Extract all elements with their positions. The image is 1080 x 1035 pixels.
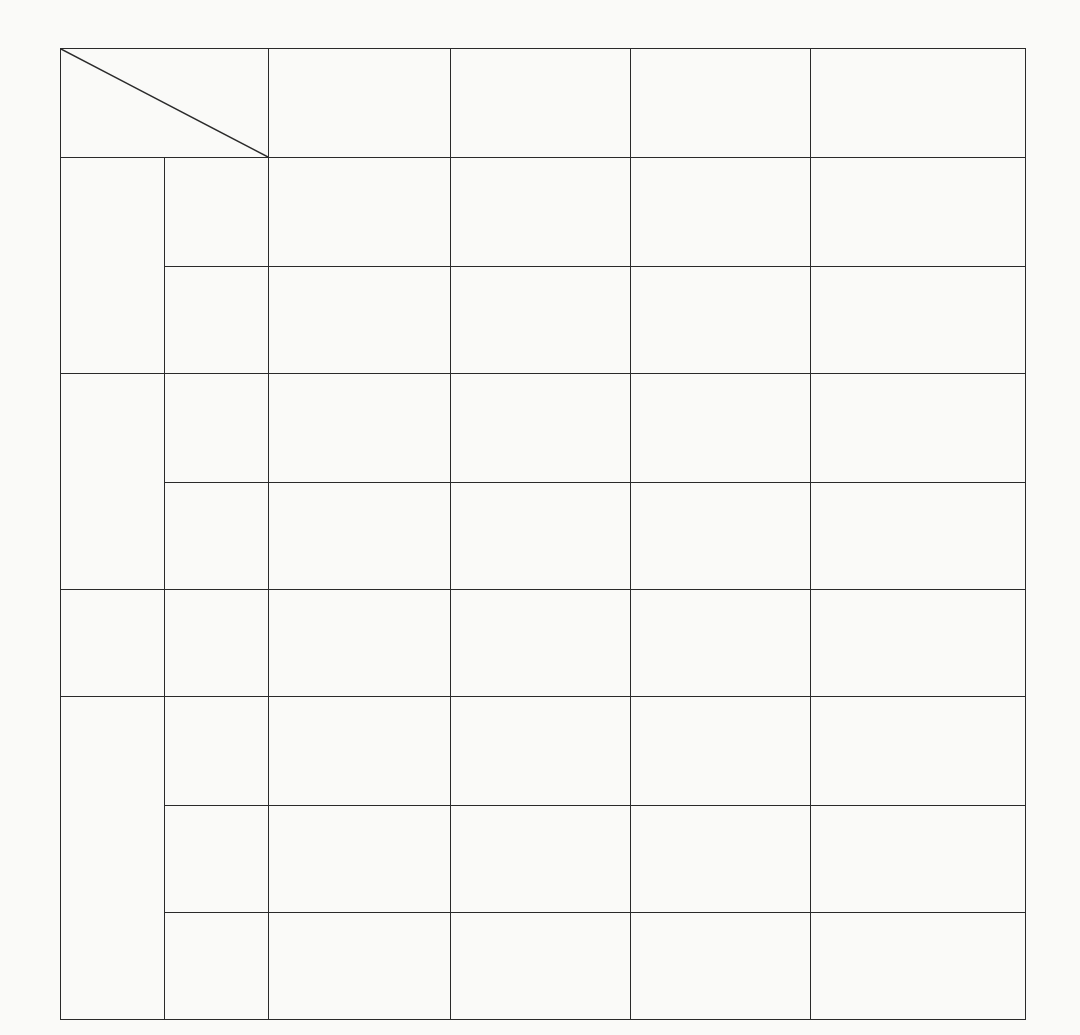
cell-empty [269,805,451,912]
subgroup-ru-cizhuo [165,805,269,912]
table-row [61,373,1026,482]
cell-empty [269,589,451,696]
subgroup-shang-quanzhuo [165,482,269,589]
cell-empty [811,696,1026,805]
cell-qu-all-qu [811,589,1026,696]
cell-empty [811,158,1026,267]
table-row [61,696,1026,805]
subgroup-qu-all [165,589,269,696]
cell-empty [631,589,811,696]
cell-ping-zhuo-yangping [451,267,631,374]
col-header-yinping [269,49,451,158]
col-header-yangping [451,49,631,158]
cell-empty [269,373,451,482]
subgroup-shang-other [165,373,269,482]
tone-qu [61,589,165,696]
cell-empty [811,373,1026,482]
cell-empty [269,267,451,374]
corner-header-cell [61,49,269,158]
header-row [61,49,1026,158]
page-title [0,2,1080,32]
cell-ru-qing-yangping [451,912,631,1019]
cell-ru-cizhuo-qu [811,805,1026,912]
subgroup-ru-quanzhuo [165,696,269,805]
cell-empty [269,696,451,805]
cell-empty [631,696,811,805]
cell-shang-quanzhuo-qu [811,482,1026,589]
tone-shang [61,373,165,589]
table-row [61,482,1026,589]
cell-ru-quanzhuo-yangping [451,696,631,805]
col-header-shang [631,49,811,158]
cell-empty [451,805,631,912]
corner-left-label [81,95,171,155]
cell-empty [451,373,631,482]
cell-empty [451,589,631,696]
cell-ru-qing-shang [631,912,811,1019]
comparison-table [60,48,1026,1020]
cell-empty [811,267,1026,374]
cell-empty [269,482,451,589]
tone-ru [61,696,165,1019]
subgroup-ping-zhuo [165,267,269,374]
cell-empty [451,158,631,267]
cell-empty [631,158,811,267]
cell-shang-other-shang [631,373,811,482]
cell-empty [451,482,631,589]
subgroup-ru-qing [165,912,269,1019]
cell-empty [631,482,811,589]
cell-ping-qing-yinping [269,158,451,267]
tone-ping [61,158,165,374]
subgroup-ping-qing [165,158,269,267]
table-row [61,158,1026,267]
table-row [61,589,1026,696]
cell-empty [631,805,811,912]
col-header-qu [811,49,1026,158]
cell-ru-qing-qu [811,912,1026,1019]
table-row [61,267,1026,374]
table-row [61,912,1026,1019]
cell-empty [631,267,811,374]
table-row [61,805,1026,912]
cell-ru-qing-yinping [269,912,451,1019]
